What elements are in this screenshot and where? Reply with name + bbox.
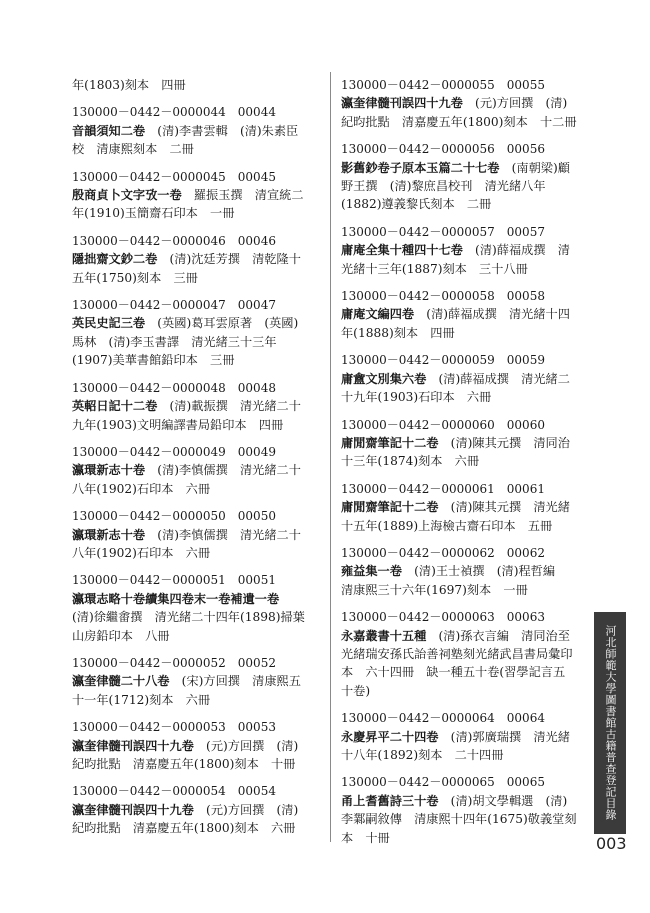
entry-text: 紀昀批點 清嘉慶五年(1800)刻本 十冊 (72, 757, 296, 771)
entry-title: 永慶昇平二十四卷 (341, 729, 439, 744)
entry-code: 130000－0442－0000055 00055 (341, 78, 545, 92)
entry-text: 本 六十四冊 缺一種五十卷(習學記言五 (341, 665, 566, 680)
entry-title: 庸庵全集十種四十七卷 (341, 243, 463, 258)
catalog-entry (341, 544, 581, 599)
entry-text: (清)薛福成撰 清光緒十四 (414, 307, 570, 322)
entry-text: (英國)葛耳雲原著 (英國) (145, 316, 299, 331)
entry-line (341, 305, 581, 323)
entry-line (72, 122, 318, 140)
entry-line (341, 663, 581, 681)
entry-code: 130000－0442－0000065 00065 (341, 775, 545, 790)
entry-code: 130000－0442－0000063 00063 (341, 610, 545, 625)
catalog-entry (341, 351, 581, 406)
entry-text: 十五年(1889)上海檢古齋石印本 五冊 (341, 518, 553, 533)
entry-text: 野王撰 (清)黎庶昌校刊 清光緒八年 (341, 179, 546, 194)
entry-text: 馬林 (清)李玉書譯 清光緒三十三年 (72, 334, 277, 349)
entry-line (341, 324, 581, 342)
catalog-entry (341, 416, 581, 471)
catalog-entry (341, 480, 581, 535)
catalog-entry (72, 168, 318, 223)
entry-text: (清)徐繼畬撰 清光緒二十四年(1898)掃葉 (72, 610, 305, 625)
entry-title: 瀛奎律髓二十八卷 (72, 674, 170, 689)
entry-line (341, 728, 581, 746)
catalog-entry (72, 296, 318, 370)
entry-title: 雍益集一卷 (341, 564, 402, 579)
catalog-entry (72, 379, 318, 434)
entry-text: 十九年(1903)石印本 六冊 (341, 390, 492, 405)
entry-line (72, 140, 318, 158)
entry-text: 清康熙三十六年(1697)刻本 一冊 (341, 582, 528, 597)
entry-line (72, 691, 318, 709)
catalog-entry (341, 709, 581, 764)
catalog-entry (72, 443, 318, 498)
catalog-entry (341, 76, 581, 131)
entry-line (72, 269, 318, 287)
entry-line (72, 204, 318, 222)
entry-code: 130000－0442－0000060 00060 (341, 417, 545, 432)
catalog-entry (341, 608, 581, 700)
entry-line (341, 829, 581, 847)
entry-line (72, 755, 318, 773)
entry-text: (清)李慎儒撰 清光緒二十 (145, 527, 301, 542)
entry-line (72, 351, 318, 369)
entry-title: 影舊鈔卷子原本玉篇二十七卷 (341, 160, 500, 175)
entry-title: 英民史記三卷 (72, 316, 146, 331)
entry-line (72, 333, 318, 351)
entry-text: (南朝梁)顧 (499, 160, 570, 175)
entry-line (72, 250, 318, 268)
entry-title: 瀛環新志十卷 (72, 463, 146, 478)
entry-text: 光緒瑞安孫氏詒善祠塾刻光緒武昌書局彙印 (341, 646, 573, 661)
entry-title: 永嘉叢書十五種 (341, 628, 427, 643)
entry-title: 瀛環志略十卷續集四卷末一卷補遺一卷 (72, 591, 280, 606)
catalog-entry (72, 718, 318, 773)
catalog-entry (72, 782, 318, 837)
entry-title: 瀛奎律髓刊誤四十九卷 (72, 802, 194, 817)
entry-line (72, 186, 318, 204)
entry-code: 130000－0442－0000059 00059 (341, 353, 545, 368)
catalog-entry (341, 223, 581, 278)
entry-title: 英軺日記十二卷 (72, 399, 158, 414)
entry-line (72, 397, 318, 415)
page-number: 003 (596, 834, 627, 853)
entry-line (72, 526, 318, 544)
entry-line (341, 517, 581, 535)
entry-title: 庸庵文編四卷 (341, 307, 415, 322)
entry-title: 瀛奎律髓刊誤四十九卷 (72, 738, 194, 753)
entry-line (72, 590, 318, 608)
entry-line (72, 801, 318, 819)
entry-line (341, 627, 581, 645)
entry-code: 130000－0442－0000058 00058 (341, 289, 545, 304)
entry-text: (清)沈廷芳撰 清乾隆十 (157, 252, 301, 267)
catalog-entry (72, 103, 318, 158)
entry-line (341, 581, 581, 599)
entry-text: 年(1910)玉簡齋石印本 一冊 (72, 206, 235, 221)
entry-text: (元)方回撰 (清) (462, 96, 568, 111)
entry-text: (元)方回撰 (清) (193, 738, 299, 753)
entry-code: 130000－0442－0000048 00048 (72, 380, 276, 395)
entry-text: (清)孫衣言編 清同治至 (426, 628, 570, 643)
entry-text: 李鄴嗣敘傳 清康熙十四年(1675)敬義堂刻 (341, 812, 577, 827)
entry-text: (清)李書雲輯 (清)朱素臣 (145, 123, 299, 138)
entry-line (341, 177, 581, 195)
entry-text: 羅振玉撰 清宣統二 (181, 188, 304, 203)
entry-text: (清)郭廣瑞撰 清光緒 (438, 729, 570, 744)
entry-code: 130000－0442－0000044 00044 (72, 105, 276, 120)
entry-text: (清)王士禎撰 (清)程哲編 (401, 564, 556, 579)
entry-title: 甬上耆舊詩三十卷 (341, 793, 439, 808)
entry-title: 音韻須知二卷 (72, 123, 146, 138)
entry-text: (清)薛福成撰 清 (462, 243, 570, 258)
entry-code: 130000－0442－0000054 00054 (72, 784, 276, 799)
catalog-entry (72, 507, 318, 562)
entry-text: 山房鉛印本 八冊 (72, 628, 170, 643)
column-divider (330, 72, 331, 842)
entry-line (72, 461, 318, 479)
entry-line (341, 159, 581, 177)
entry-text: 十一年(1712)刻本 六冊 (72, 692, 211, 707)
entry-code: 130000－0442－0000050 00050 (72, 509, 276, 524)
entry-line (341, 682, 581, 700)
entry-code: 130000－0442－0000052 00052 (72, 655, 276, 670)
entry-line (72, 480, 318, 498)
entry-line (341, 94, 581, 112)
entry-title: 庸閒齋筆記十二卷 (341, 500, 439, 515)
entry-line (72, 416, 318, 434)
entry-text: 校 清康熙刻本 二冊 (72, 142, 194, 157)
entry-code: 130000－0442－0000047 00047 (72, 298, 276, 313)
entry-text: 本 十冊 (341, 830, 390, 845)
entry-text: 光緒十三年(1887)刻本 三十八冊 (341, 261, 528, 276)
entry-line (341, 195, 581, 213)
entry-line (341, 452, 581, 470)
entry-text: 十三年(1874)刻本 六冊 (341, 454, 480, 469)
entry-text: (清)李慎儒撰 清光緒二十 (145, 463, 301, 478)
entry-title: 庸閒齋筆記十二卷 (341, 435, 439, 450)
side-band-title: 河北師範大學圖書館古籍普查登記目錄 (594, 612, 626, 834)
catalog-entry (72, 571, 318, 645)
entry-line (341, 113, 581, 131)
entry-text: (清)陳其元撰 清同治 (438, 435, 570, 450)
entry-line (341, 645, 581, 663)
entry-code: 130000－0442－0000057 00057 (341, 224, 545, 239)
catalog-entry (341, 287, 581, 342)
entry-text: 年(1803)刻本 四冊 (72, 78, 186, 92)
entry-text: (清)載振撰 清光緒二十 (157, 399, 301, 414)
entry-line (341, 260, 581, 278)
entry-line (341, 498, 581, 516)
entry-code: 130000－0442－0000045 00045 (72, 169, 276, 184)
entry-code: 130000－0442－0000061 00061 (341, 481, 545, 496)
entry-line (72, 627, 318, 645)
entry-text: 年(1888)刻本 四冊 (341, 325, 455, 340)
entry-text: 九年(1903)文明編譯書局鉛印本 四冊 (72, 417, 284, 432)
catalog-entry (341, 140, 581, 214)
entry-line (72, 76, 318, 94)
catalog-entry (72, 232, 318, 287)
entry-line (341, 562, 581, 580)
entry-line (341, 388, 581, 406)
entry-code: 130000－0442－0000062 00062 (341, 545, 545, 560)
left-column (72, 76, 318, 847)
entry-line (341, 810, 581, 828)
entry-line (72, 672, 318, 690)
entry-title: 殷商貞卜文字攷一卷 (72, 188, 182, 203)
entry-text: 五年(1750)刻本 三冊 (72, 270, 198, 285)
entry-title: 瀛奎律髓刊誤四十九卷 (341, 96, 463, 111)
entry-line (72, 737, 318, 755)
entry-code: 130000－0442－0000049 00049 (72, 444, 276, 459)
right-column (341, 76, 581, 856)
entry-text: 八年(1902)石印本 六冊 (72, 545, 211, 560)
entry-line (72, 819, 318, 837)
catalog-entry (72, 76, 318, 94)
catalog-entry (72, 654, 318, 709)
entry-line (341, 792, 581, 810)
entry-line (341, 434, 581, 452)
entry-line (341, 746, 581, 764)
entry-code: 130000－0442－0000051 00051 (72, 573, 276, 588)
entry-text: 紀昀批點 清嘉慶五年(1800)刻本 十二冊 (341, 114, 577, 129)
entry-title: 庸盦文別集六卷 (341, 371, 427, 386)
entry-code: 130000－0442－0000064 00064 (341, 711, 545, 726)
entry-text: (1907)美華書館鉛印本 三冊 (72, 353, 235, 368)
entry-text: 八年(1902)石印本 六冊 (72, 481, 211, 496)
entry-text: (宋)方回撰 清康熙五 (169, 674, 301, 689)
entry-line (341, 370, 581, 388)
entry-text: (1882)遵義黎氏刻本 二冊 (341, 197, 492, 212)
entry-text: (清)陳其元撰 清光緒 (438, 500, 570, 515)
entry-code: 130000－0442－0000046 00046 (72, 233, 276, 248)
entry-text: 十八年(1892)刻本 二十四冊 (341, 748, 504, 762)
entry-line (72, 314, 318, 332)
entry-code: 130000－0442－0000053 00053 (72, 720, 276, 735)
entry-line (72, 544, 318, 562)
entry-line (72, 608, 318, 626)
entry-code: 130000－0442－0000056 00056 (341, 142, 545, 157)
entry-text: 十卷) (341, 683, 371, 698)
entry-text: (元)方回撰 (清) (193, 802, 299, 817)
entry-text: (清)胡文學輯選 (清) (438, 793, 568, 808)
catalog-entry (341, 773, 581, 847)
entry-line (341, 241, 581, 259)
entry-title: 隱拙齋文鈔二卷 (72, 252, 158, 267)
entry-text: (清)薛福成撰 清光緒二 (426, 371, 570, 386)
entry-title: 瀛環新志十卷 (72, 527, 146, 542)
entry-text: 紀昀批點 清嘉慶五年(1800)刻本 六冊 (72, 821, 296, 836)
